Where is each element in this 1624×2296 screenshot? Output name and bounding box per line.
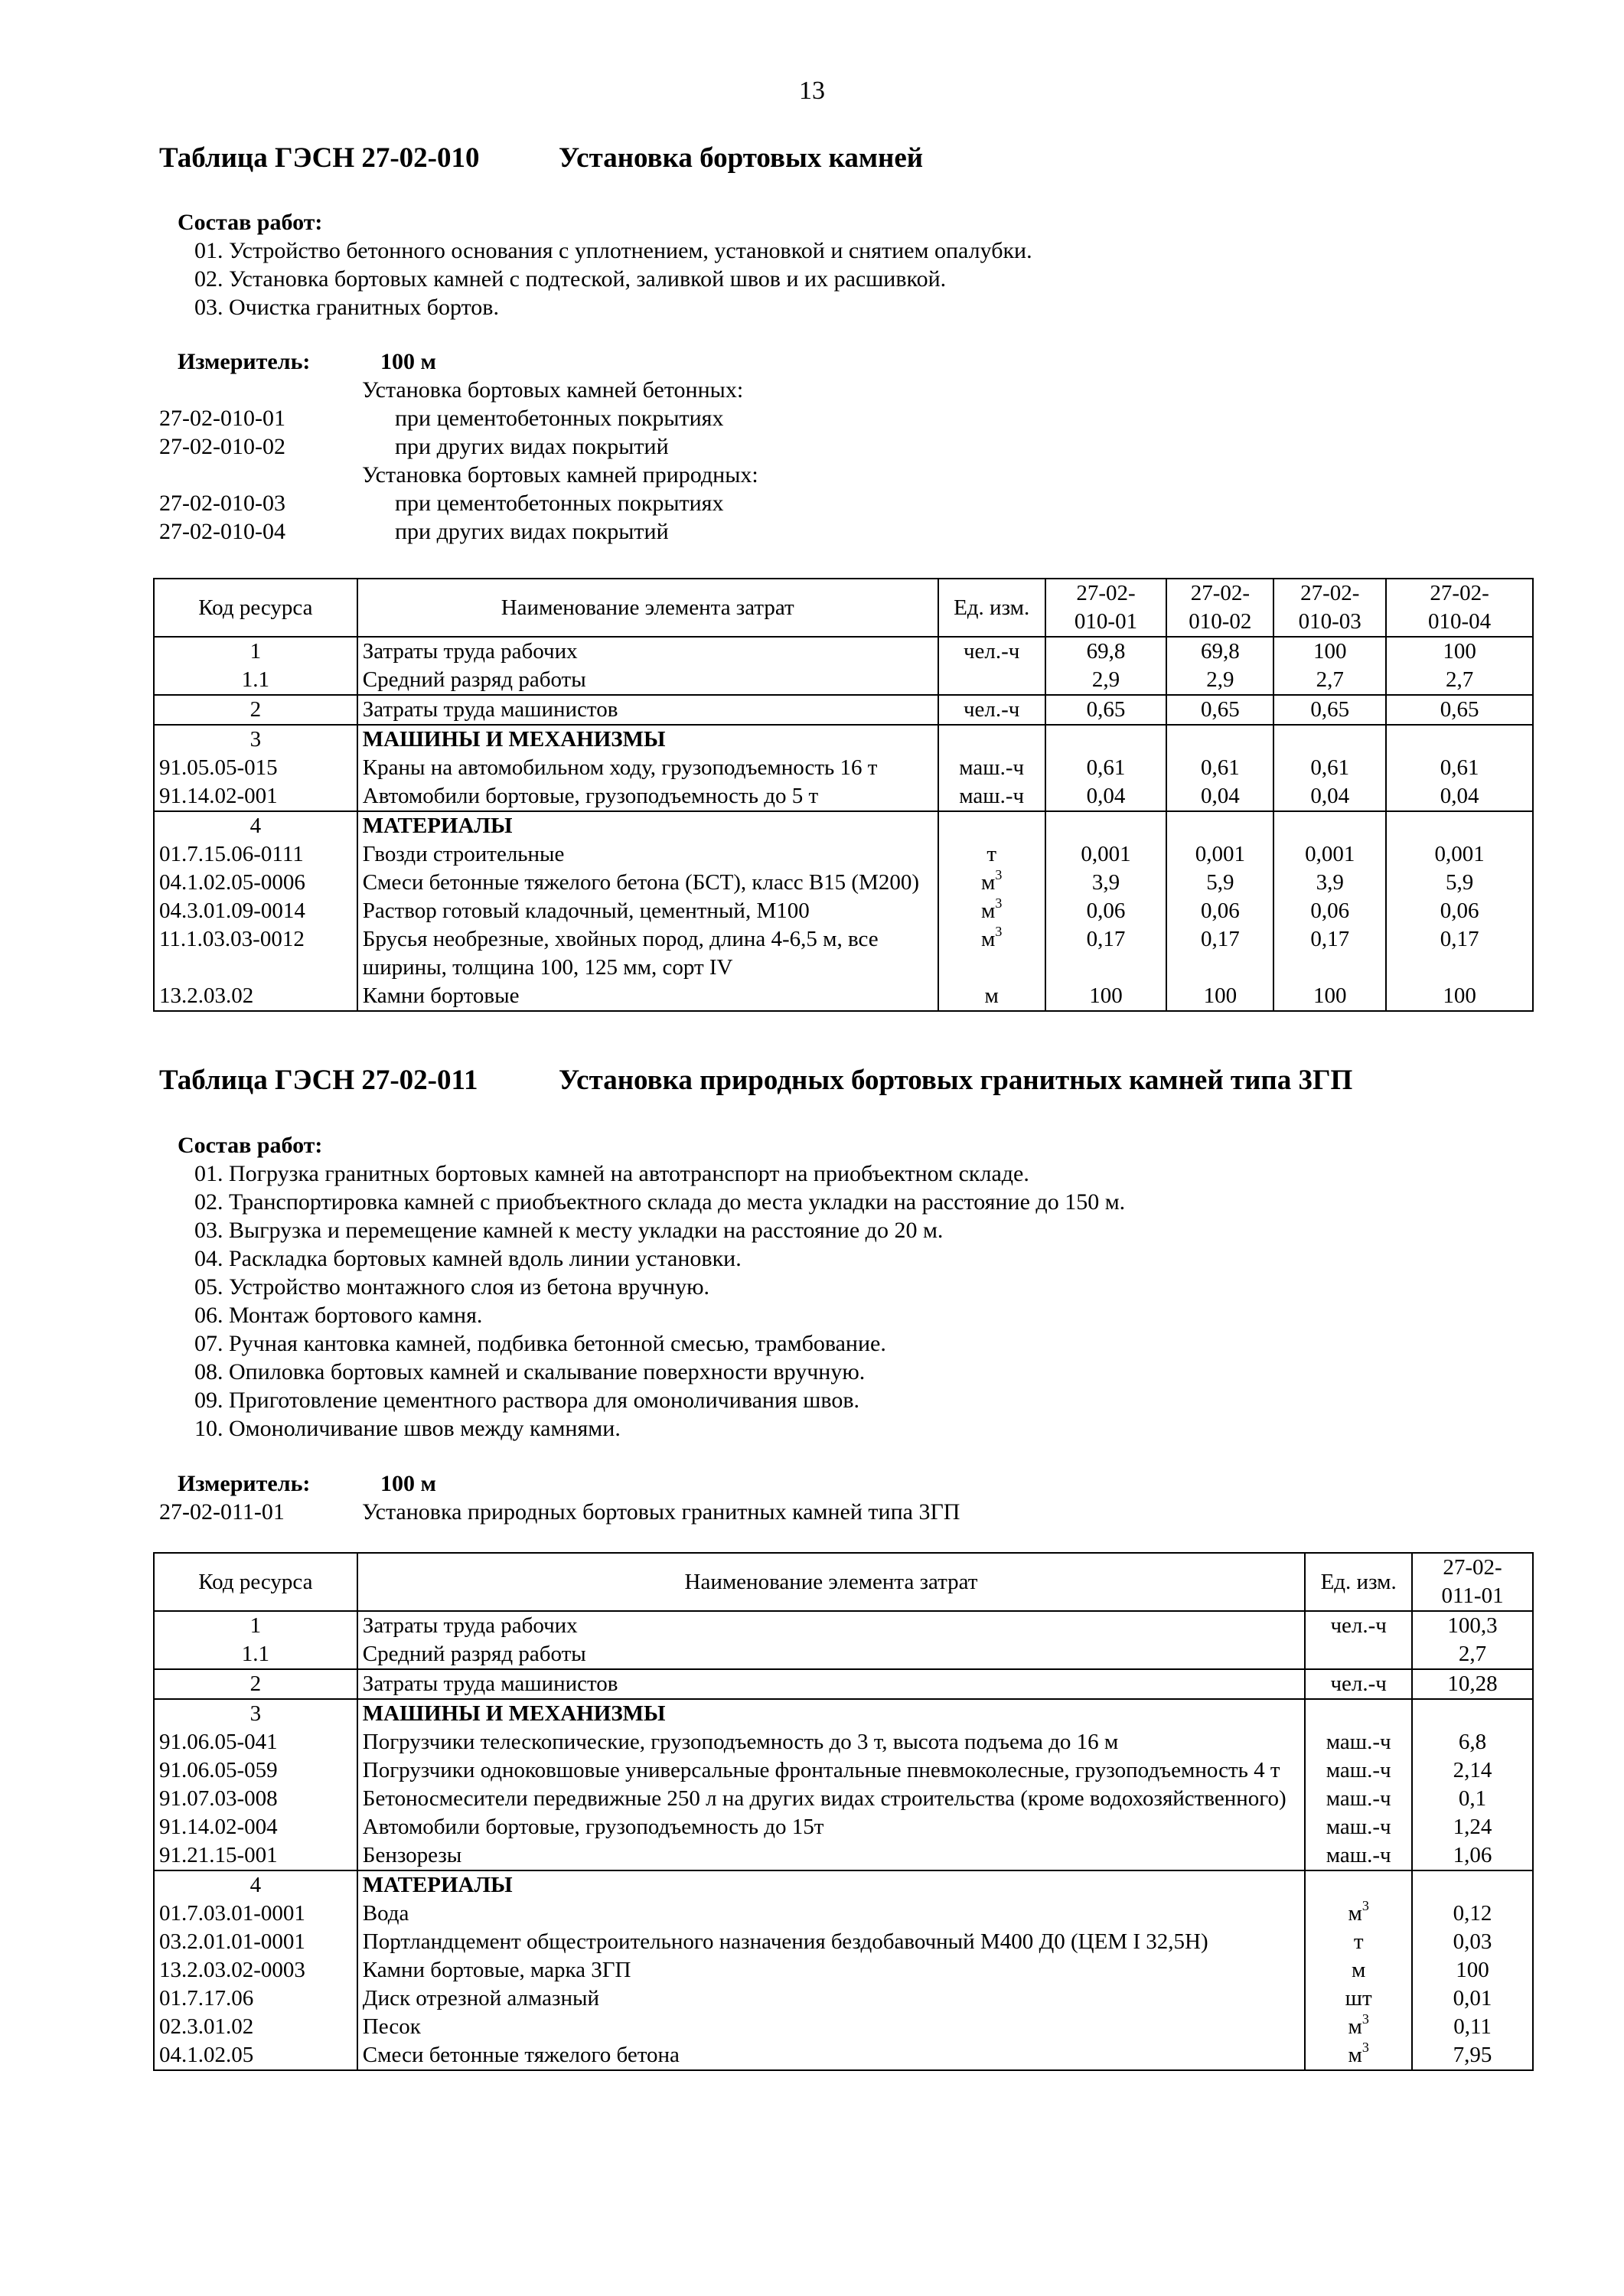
table1-works	[178, 208, 1032, 321]
resource-name: Автомобили бортовые, грузоподъемность до 5 т	[357, 782, 938, 811]
table-row	[154, 1870, 1533, 1900]
norm-value: 0,65	[1386, 695, 1533, 725]
resource-name: Затраты труда рабочих	[357, 637, 938, 666]
resource-unit	[938, 725, 1045, 754]
norm-value: 100	[1045, 982, 1167, 1011]
resource-code: 4	[154, 811, 357, 840]
resource-code: 91.06.05-041	[154, 1728, 357, 1756]
norm-value: 2,14	[1412, 1756, 1533, 1785]
works-list	[178, 1159, 1125, 1443]
norm-value	[1386, 725, 1533, 754]
table1-name: Установка бортовых камней	[559, 142, 924, 174]
norm-value: 0,17	[1045, 925, 1167, 982]
table2-code: Таблица ГЭСН 27-02-011	[159, 1065, 478, 1096]
resource-unit: чел.-ч	[938, 637, 1045, 666]
norm-value: 0,04	[1166, 782, 1273, 811]
norm-code: 27-02-011-01	[159, 1499, 285, 1525]
resource-code: 3	[154, 725, 357, 754]
table2-name: Установка природных бортовых гранитных камней типа 3ГП	[559, 1065, 1353, 1096]
norm-value	[1166, 811, 1273, 840]
resource-unit: маш.-ч	[938, 754, 1045, 782]
column-header: 27-02- 010-01	[1045, 579, 1167, 637]
norm-value: 5,9	[1386, 869, 1533, 897]
work-item: 03. Очистка гранитных бортов.	[194, 295, 499, 320]
norm-code: 27-02-010-01	[159, 406, 285, 431]
resource-code: 01.7.03.01-0001	[154, 1900, 357, 1928]
resource-unit: $м^3$	[938, 869, 1045, 897]
column-header: Наименование элемента затрат	[357, 1553, 1305, 1611]
norm-code	[159, 461, 362, 489]
table-row	[154, 725, 1533, 754]
table1-title	[159, 144, 923, 172]
norm-value: 1,24	[1412, 1813, 1533, 1841]
norm-value: 0,001	[1273, 840, 1386, 869]
norm-value: 0,1	[1412, 1785, 1533, 1813]
resource-unit: маш.-ч	[938, 782, 1045, 811]
norm-value: 100	[1412, 1956, 1533, 1985]
resource-unit: т	[1305, 1928, 1412, 1956]
table-row	[154, 1956, 1533, 1985]
resource-name: Погрузчики телескопические, грузоподъемность до 3 т, высота подъема до 16 м	[357, 1728, 1305, 1756]
table1-header-row	[154, 579, 1533, 637]
resource-code: 02.3.01.02	[154, 2013, 357, 2041]
resource-code: 1	[154, 1611, 357, 1640]
resource-name: Затраты труда машинистов	[357, 1669, 1305, 1699]
norm-value: 0,06	[1045, 897, 1167, 925]
norm-value: 100	[1273, 982, 1386, 1011]
table2-header-row	[154, 1553, 1533, 1611]
resource-unit: $м^3$	[1305, 2041, 1412, 2070]
table-row	[154, 695, 1533, 725]
resource-name: Гвозди строительные	[357, 840, 938, 869]
work-item: 09. Приготовление цементного раствора для омоноличивания швов.	[194, 1388, 860, 1413]
table1-code: Таблица ГЭСН 27-02-010	[159, 142, 480, 174]
work-item: 07. Ручная кантовка камней, подбивка бетонной смесью, трамбование.	[194, 1331, 886, 1356]
work-item: 01. Устройство бетонного основания с уплотнением, установкой и снятием опалубки.	[194, 238, 1032, 263]
resource-code: 91.14.02-001	[154, 782, 357, 811]
norm-text: при других видах покрытий	[395, 434, 669, 459]
resource-name: Краны на автомобильном ходу, грузоподъемность 16 т	[357, 754, 938, 782]
norm-text: Установка бортовых камней бетонных:	[362, 377, 744, 403]
norm-code	[159, 376, 362, 404]
table2-title	[159, 1066, 1352, 1094]
table-row	[154, 925, 1533, 982]
work-item: 08. Опиловка бортовых камней и скалывание поверхности вручную.	[194, 1359, 866, 1384]
table-row	[154, 869, 1533, 897]
resource-code: 2	[154, 1669, 357, 1699]
norm-value	[1412, 1699, 1533, 1728]
norm-row	[159, 1498, 960, 1526]
work-item: 06. Монтаж бортового камня.	[194, 1303, 483, 1328]
norm-text: Установка природных бортовых гранитных камней типа 3ГП	[362, 1499, 960, 1525]
norm-value: 0,001	[1386, 840, 1533, 869]
norm-value: 100	[1166, 982, 1273, 1011]
column-header: Наименование элемента затрат	[357, 579, 938, 637]
resource-code: 91.06.05-059	[154, 1756, 357, 1785]
norm-text: при цементобетонных покрытиях	[395, 491, 724, 516]
resource-name: МАШИНЫ И МЕХАНИЗМЫ	[357, 1699, 1305, 1728]
table-row	[154, 1728, 1533, 1756]
norm-value: 0,001	[1166, 840, 1273, 869]
norm-value: 0,65	[1166, 695, 1273, 725]
meter-value: 100 м	[380, 1471, 436, 1496]
resource-unit: $м^3$	[1305, 2013, 1412, 2041]
resource-name: Затраты труда машинистов	[357, 695, 938, 725]
norm-value: 100	[1386, 982, 1533, 1011]
resource-unit	[1305, 1870, 1412, 1900]
norm-row	[159, 517, 758, 546]
resource-name: Средний разряд работы	[357, 1640, 1305, 1669]
norm-value: 0,001	[1045, 840, 1167, 869]
column-header: 27-02- 010-03	[1273, 579, 1386, 637]
norm-value: 0,11	[1412, 2013, 1533, 2041]
table1-meter	[159, 347, 758, 546]
table1-resources	[153, 578, 1534, 1012]
resource-unit: маш.-ч	[1305, 1813, 1412, 1841]
table-row	[154, 2013, 1533, 2041]
table2-resources	[153, 1552, 1534, 2071]
norm-value: 6,8	[1412, 1728, 1533, 1756]
resource-code: 4	[154, 1870, 357, 1900]
meter-value: 100 м	[380, 349, 436, 374]
table2-meter	[159, 1469, 960, 1526]
norm-value: 0,61	[1273, 754, 1386, 782]
resource-name: МАТЕРИАЛЫ	[357, 811, 938, 840]
resource-code: 91.14.02-004	[154, 1813, 357, 1841]
norm-value: 3,9	[1273, 869, 1386, 897]
norm-value: 0,04	[1273, 782, 1386, 811]
norm-value: 7,95	[1412, 2041, 1533, 2070]
work-item: 01. Погрузка гранитных бортовых камней на автотранспорт на приобъектном складе.	[194, 1161, 1029, 1186]
resource-unit: маш.-ч	[1305, 1756, 1412, 1785]
resource-name: Брусья необрезные, хвойных пород, длина 4-6,5 м, все ширины, толщина 100, 125 мм, сорт IV	[357, 925, 938, 982]
norm-row	[159, 376, 758, 404]
meter-row	[159, 347, 758, 376]
norm-value: 0,61	[1166, 754, 1273, 782]
norm-value: 0,01	[1412, 1985, 1533, 2013]
resource-unit: маш.-ч	[1305, 1841, 1412, 1870]
resource-name: Песок	[357, 2013, 1305, 2041]
resource-name: Портландцемент общестроительного назначения бездобавочный М400 Д0 (ЦЕМ I 32,5Н)	[357, 1928, 1305, 1956]
norm-value	[1045, 811, 1167, 840]
work-item: 02. Транспортировка камней с приобъектного склада до места укладки на расстояние до 150 м.	[194, 1189, 1126, 1215]
norm-code: 27-02-010-03	[159, 491, 285, 516]
table-row	[154, 1813, 1533, 1841]
resource-code: 91.21.15-001	[154, 1841, 357, 1870]
resource-unit: маш.-ч	[1305, 1785, 1412, 1813]
meter-label: Измеритель:	[178, 1471, 311, 1496]
resource-name: МАШИНЫ И МЕХАНИЗМЫ	[357, 725, 938, 754]
norm-row	[159, 404, 758, 432]
norm-value: 10,28	[1412, 1669, 1533, 1699]
column-header: Ед. изм.	[938, 579, 1045, 637]
resource-name: Смеси бетонные тяжелого бетона	[357, 2041, 1305, 2070]
norm-code: 27-02-010-02	[159, 434, 285, 459]
norm-value: 0,04	[1045, 782, 1167, 811]
norm-value: 0,17	[1386, 925, 1533, 982]
norm-value: 0,61	[1386, 754, 1533, 782]
table-row	[154, 666, 1533, 695]
table-row	[154, 1841, 1533, 1870]
page-number: 13	[799, 77, 825, 105]
norm-value	[1273, 811, 1386, 840]
norm-value: 2,9	[1166, 666, 1273, 695]
table-row	[154, 782, 1533, 811]
table-row	[154, 1699, 1533, 1728]
norm-row	[159, 489, 758, 517]
resource-code: 1.1	[154, 666, 357, 695]
resource-code: 13.2.03.02	[154, 982, 357, 1011]
resource-code: 13.2.03.02-0003	[154, 1956, 357, 1985]
work-item: 10. Омоноличивание швов между камнями.	[194, 1416, 621, 1441]
norm-value: 0,06	[1386, 897, 1533, 925]
norm-row	[159, 461, 758, 489]
norm-text: при других видах покрытий	[395, 519, 669, 544]
resource-unit: $м^3$	[938, 925, 1045, 982]
resource-unit	[938, 811, 1045, 840]
norm-value: 0,04	[1386, 782, 1533, 811]
resource-name: Затраты труда рабочих	[357, 1611, 1305, 1640]
norm-text: при цементобетонных покрытиях	[395, 406, 724, 431]
norm-value: 100	[1273, 637, 1386, 666]
resource-unit: м	[1305, 1956, 1412, 1985]
table2-works	[178, 1131, 1125, 1443]
resource-name: Автомобили бортовые, грузоподъемность до 15т	[357, 1813, 1305, 1841]
resource-code: 01.7.15.06-0111	[154, 840, 357, 869]
norm-value: 100	[1386, 637, 1533, 666]
resource-code: 11.1.03.03-0012	[154, 925, 357, 982]
norm-value: 2,7	[1412, 1640, 1533, 1669]
norm-row	[159, 432, 758, 461]
column-header: Код ресурса	[154, 1553, 357, 1611]
resource-name: Погрузчики одноковшовые универсальные фронтальные пневмоколесные, грузоподъемность 4 т	[357, 1756, 1305, 1785]
resource-code: 1.1	[154, 1640, 357, 1669]
resource-unit: шт	[1305, 1985, 1412, 2013]
table-row	[154, 1756, 1533, 1785]
table-row	[154, 1611, 1533, 1640]
norm-value: 2,7	[1273, 666, 1386, 695]
norm-text: Установка бортовых камней природных:	[362, 462, 758, 488]
works-label: Состав работ:	[178, 1133, 323, 1158]
table-row	[154, 754, 1533, 782]
table-row	[154, 637, 1533, 666]
table-row	[154, 897, 1533, 925]
resource-code: 3	[154, 1699, 357, 1728]
table-row	[154, 811, 1533, 840]
resource-unit: чел.-ч	[1305, 1669, 1412, 1699]
resource-unit: $м^3$	[1305, 1900, 1412, 1928]
resource-name: Диск отрезной алмазный	[357, 1985, 1305, 2013]
table-row	[154, 982, 1533, 1011]
table-row	[154, 1785, 1533, 1813]
work-item: 04. Раскладка бортовых камней вдоль линии установки.	[194, 1246, 742, 1271]
norm-value: 0,03	[1412, 1928, 1533, 1956]
norm-value: 69,8	[1045, 637, 1167, 666]
norm-value: 0,12	[1412, 1900, 1533, 1928]
norm-value	[1166, 725, 1273, 754]
meter-row	[159, 1469, 960, 1498]
norm-value	[1045, 725, 1167, 754]
resource-code: 91.07.03-008	[154, 1785, 357, 1813]
resource-unit	[938, 666, 1045, 695]
column-header: Код ресурса	[154, 579, 357, 637]
work-item: 02. Установка бортовых камней с подтеской, заливкой швов и их расшивкой.	[194, 266, 947, 292]
norm-value	[1412, 1870, 1533, 1900]
table-row	[154, 1669, 1533, 1699]
meter-label: Измеритель:	[178, 349, 311, 374]
resource-name: Бензорезы	[357, 1841, 1305, 1870]
column-header: 27-02- 010-04	[1386, 579, 1533, 637]
norm-code: 27-02-010-04	[159, 519, 285, 544]
resource-code: 2	[154, 695, 357, 725]
resource-unit: чел.-ч	[1305, 1611, 1412, 1640]
resource-unit: чел.-ч	[938, 695, 1045, 725]
resource-name: МАТЕРИАЛЫ	[357, 1870, 1305, 1900]
resource-name: Бетоносмесители передвижные 250 л на других видах строительства (кроме водохозяйственного)	[357, 1785, 1305, 1813]
resource-unit: маш.-ч	[1305, 1728, 1412, 1756]
resource-code: 04.3.01.09-0014	[154, 897, 357, 925]
resource-unit: м	[938, 982, 1045, 1011]
resource-unit: $м^3$	[938, 897, 1045, 925]
column-header: 27-02- 010-02	[1166, 579, 1273, 637]
resource-name: Средний разряд работы	[357, 666, 938, 695]
works-label: Состав работ:	[178, 210, 323, 235]
norm-value	[1386, 811, 1533, 840]
norm-value: 0,65	[1273, 695, 1386, 725]
resource-code: 1	[154, 637, 357, 666]
norm-value: 2,7	[1386, 666, 1533, 695]
column-header: 27-02- 011-01	[1412, 1553, 1533, 1611]
column-header: Ед. изм.	[1305, 1553, 1412, 1611]
resource-unit	[1305, 1699, 1412, 1728]
norm-value: 0,65	[1045, 695, 1167, 725]
resource-name: Смеси бетонные тяжелого бетона (БСТ), класс В15 (М200)	[357, 869, 938, 897]
norm-value: 3,9	[1045, 869, 1167, 897]
norm-value: 0,06	[1166, 897, 1273, 925]
table-row	[154, 840, 1533, 869]
norm-value: 100,3	[1412, 1611, 1533, 1640]
table-row	[154, 1985, 1533, 2013]
norm-value: 1,06	[1412, 1841, 1533, 1870]
resource-name: Камни бортовые	[357, 982, 938, 1011]
resource-code: 91.05.05-015	[154, 754, 357, 782]
resource-code: 01.7.17.06	[154, 1985, 357, 2013]
resource-unit	[1305, 1640, 1412, 1669]
resource-unit: т	[938, 840, 1045, 869]
resource-name: Камни бортовые, марка 3ГП	[357, 1956, 1305, 1985]
table-row	[154, 1900, 1533, 1928]
resource-name: Вода	[357, 1900, 1305, 1928]
resource-code: 04.1.02.05	[154, 2041, 357, 2070]
resource-code: 03.2.01.01-0001	[154, 1928, 357, 1956]
table-row	[154, 1928, 1533, 1956]
table-row	[154, 1640, 1533, 1669]
work-item: 05. Устройство монтажного слоя из бетона вручную.	[194, 1274, 710, 1300]
resource-name: Раствор готовый кладочный, цементный, М100	[357, 897, 938, 925]
works-list	[178, 236, 1032, 321]
norm-value: 0,17	[1166, 925, 1273, 982]
norm-value: 69,8	[1166, 637, 1273, 666]
norm-value	[1273, 725, 1386, 754]
work-item: 03. Выгрузка и перемещение камней к месту укладки на расстояние до 20 м.	[194, 1218, 944, 1243]
norm-value: 0,17	[1273, 925, 1386, 982]
resource-code: 04.1.02.05-0006	[154, 869, 357, 897]
norm-value: 2,9	[1045, 666, 1167, 695]
table-row	[154, 2041, 1533, 2070]
norm-value: 0,61	[1045, 754, 1167, 782]
norm-value: 5,9	[1166, 869, 1273, 897]
norm-value: 0,06	[1273, 897, 1386, 925]
